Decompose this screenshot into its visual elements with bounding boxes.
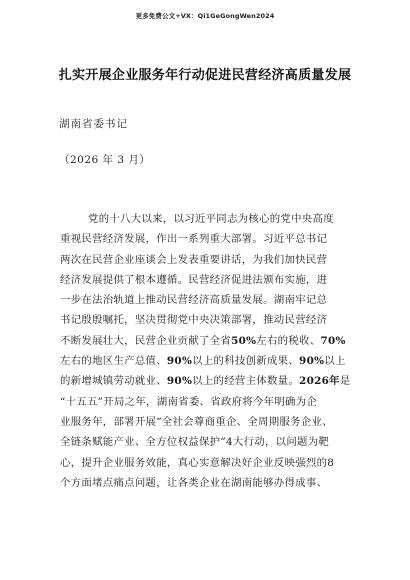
emphasized-figure: 90% <box>166 355 193 368</box>
body-line: 两次在民营企业座谈会上发表重要讲话，为我们加快民营 <box>60 253 328 266</box>
body-line: 经济发展提供了根本遵循。民营经济促进法颁布实施，进 <box>60 273 328 286</box>
body-line: 左右的地区生产总值、90%以上的科技创新成果、90%以上 <box>60 355 346 368</box>
body-line: 不断发展壮大，民营企业贡献了全省50%左右的税收、70% <box>60 334 346 347</box>
body-line: 党的十八大以来，以习近平同志为核心的党中央高度 <box>88 213 334 225</box>
body-line: 重视民营经济发展，作出一系列重大部署。习近平总书记 <box>60 233 328 246</box>
header-note: 更多免费公文+VX：Qi1GeGongWen2024 <box>135 12 275 20</box>
body-line: 的新增城镇劳动就业、90%以上的经营主体数量。2026年是 <box>60 375 351 388</box>
body-paragraph <box>60 209 356 493</box>
body-line: 全链条赋能产业、全方位权益保护”4大行动，以问题为靶 <box>60 436 330 449</box>
document-date: （2026 年 3 月） <box>59 154 151 166</box>
emphasized-figure: 2026年 <box>299 375 340 388</box>
body-line: 个方面堵点痛点问题，让各类企业在湖南能够办得成事、 <box>60 476 328 489</box>
body-line: 书记殷殷嘱托，坚决贯彻党中央决策部署，推动民营经济 <box>60 314 328 327</box>
body-line: 心，提升企业服务效能，真心实意解决好企业反映强烈的8 <box>60 456 335 469</box>
emphasized-figure: 90% <box>299 355 325 368</box>
body-line: 业服务年，部署开展“全社会尊商重企、全周期服务企业、 <box>60 415 333 428</box>
document-author: 湖南省委书记 <box>59 118 128 130</box>
emphasized-figure: 90% <box>166 375 193 388</box>
emphasized-figure: 50% <box>231 334 257 347</box>
body-line: “十五五”开局之年，湖南省委、省政府将今年明确为企 <box>60 395 318 408</box>
body-line: 一步在法治轨道上推动民营经济高质量发展。湖南牢记总 <box>60 294 328 307</box>
document-title: 扎实开展企业服务年行动促进民营经济高质量发展 <box>58 68 352 83</box>
emphasized-figure: 70% <box>320 334 346 347</box>
